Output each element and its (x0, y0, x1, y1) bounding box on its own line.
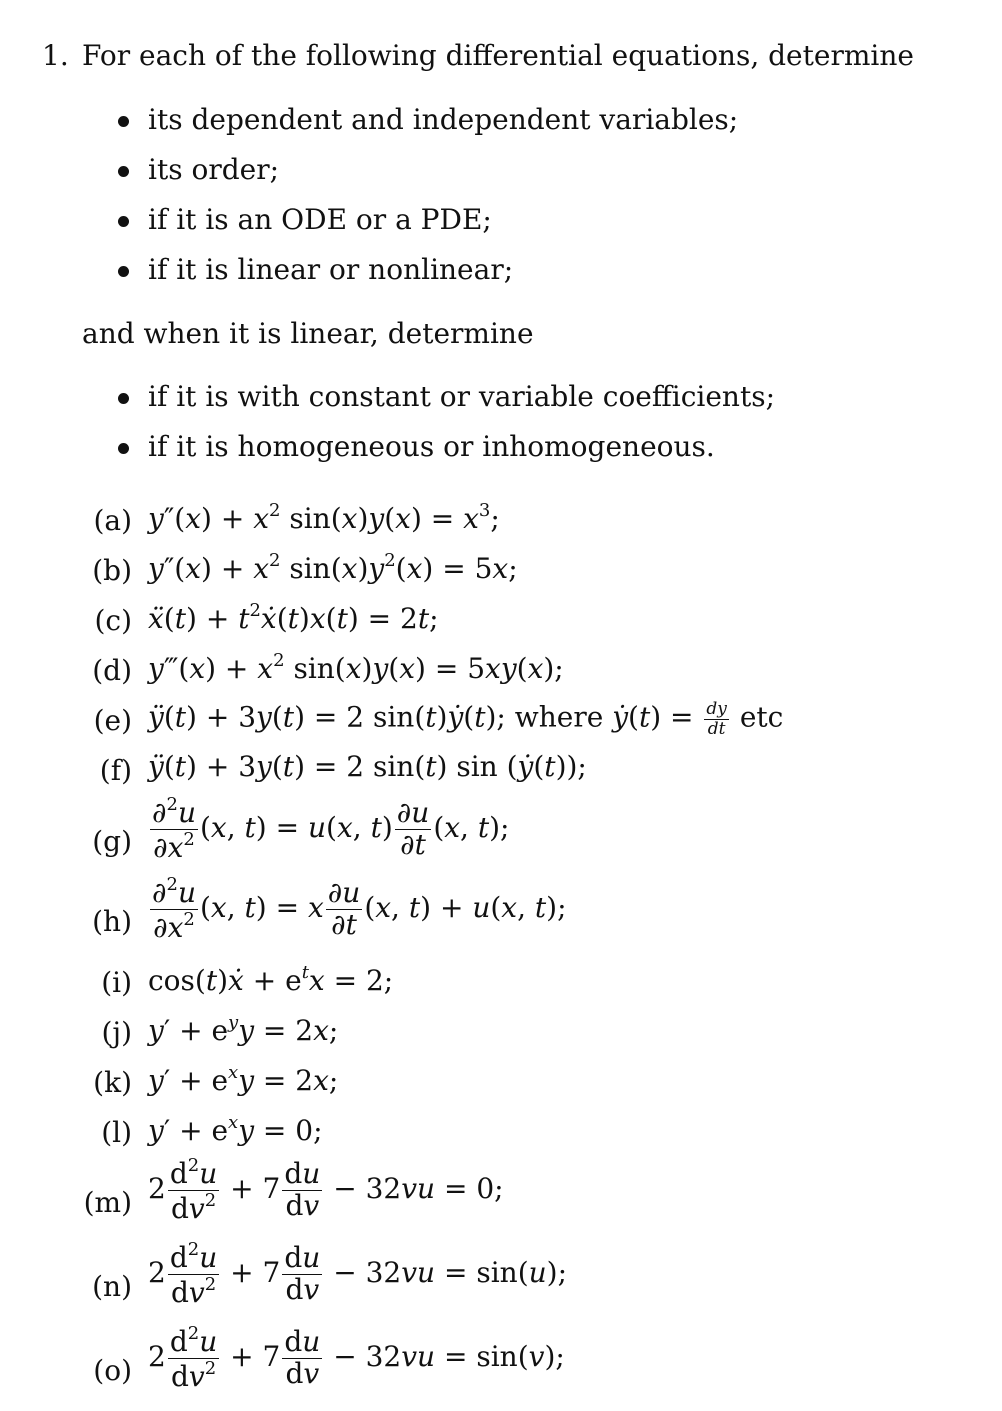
fraction: $\frac{du}{dv}$ (284, 1157, 321, 1222)
equation-f: ÿ(t) + 3y(t) = 2 sin(t) sin (ẏ(t)); (148, 750, 587, 783)
equation-a: $y''(x) + x^2$ $\sin(x)y(x) = x^3$; (148, 500, 500, 535)
fraction: $\frac{d^2u}{dv^2}$ (169, 1323, 218, 1393)
bullet-item: if it is homogeneous or inhomogeneous. (148, 430, 715, 463)
equation-label: (b) (92, 554, 132, 587)
bullet-dot (118, 443, 129, 454)
fraction: $\frac{dy}{dt}$ (706, 699, 727, 739)
equation-label: (e) (93, 704, 132, 737)
equation-label: (i) (101, 966, 132, 999)
equation-label: (h) (92, 905, 132, 938)
equation-h: $\frac{\partial^2u}{\partial x^2}$ (x, t) = x $\frac{\partial u}{\partial t}$ (x, t) + u(x, t); (152, 874, 567, 944)
equation-g: $\frac{\partial^2u}{\partial x^2}$ (x, t) = u(x, t) $\frac{\partial u}{\partial t}$ (x, t); (152, 794, 510, 864)
fraction: $\frac{\partial^2u}{\partial x^2}$ (152, 874, 196, 944)
equation-label: (f) (99, 754, 132, 787)
equation-k: $y' + e^xy = 2x$; (148, 1062, 339, 1097)
etc-text: etc (739, 700, 784, 734)
where-text: where (514, 700, 604, 734)
equation-e: ÿ(t) + 3y(t) = 2 sin(t)ẏ(t); where ẏ(t) = $\frac{dy}{dt}$ etc (148, 699, 784, 739)
connector-text: and when it is linear, determine (82, 317, 534, 350)
fraction: $\frac{\partial u}{\partial t}$ (396, 796, 430, 861)
equation-b: $y''(x) + x^2$ $\sin(x)y^2(x) = 5x$; (148, 550, 518, 585)
equation-l: $y' + e^xy = 0$; (148, 1112, 323, 1147)
equation-n: 2 $\frac{d^2u}{dv^2}$ + 7 $\frac{du}{dv}$ − 32vu = sin(u); (148, 1239, 568, 1309)
bullet-item: if it is linear or nonlinear; (148, 253, 514, 286)
bullet-dot (118, 166, 129, 177)
equation-label: (m) (83, 1186, 132, 1219)
equation-i: cos(t)ẋ + $e^tx = 2$; (148, 962, 394, 997)
problem-number: 1. (42, 39, 69, 72)
equation-o: 2 $\frac{d^2u}{dv^2}$ + 7 $\frac{du}{dv}$ − 32vu = sin(v); (148, 1323, 565, 1393)
bullet-item: its dependent and independent variables; (148, 103, 739, 136)
fraction: $\frac{du}{dv}$ (284, 1325, 321, 1390)
equation-label: (c) (94, 604, 132, 637)
equation-c: ẍ(t) + $t^2ẋ(t)x(t) = 2t$; (148, 600, 439, 635)
bullet-dot (118, 266, 129, 277)
equation-label: (g) (92, 825, 132, 858)
bullet-item: its order; (148, 153, 280, 186)
bullet-dot (118, 216, 129, 227)
fraction: $\frac{\partial^2u}{\partial x^2}$ (152, 794, 196, 864)
equation-label: (j) (101, 1016, 132, 1049)
fraction: $\frac{\partial u}{\partial t}$ (327, 876, 361, 941)
bullet-item: if it is with constant or variable coefficients; (148, 380, 776, 413)
equation-m: 2 $\frac{d^2u}{dv^2}$ + 7 $\frac{du}{dv}$ − 32vu = 0; (148, 1155, 504, 1225)
equation-j: $y' + e^yy = 2x$; (148, 1012, 339, 1047)
bullet-item: if it is an ODE or a PDE; (148, 203, 492, 236)
equation-d: y‴(x) + $x^2$ sin(x)y(x) = 5xy(x); (148, 650, 564, 685)
fraction: $\frac{d^2u}{dv^2}$ (169, 1239, 218, 1309)
equation-label: (n) (92, 1270, 132, 1303)
equation-label: (d) (92, 654, 132, 687)
equation-label: (a) (93, 504, 132, 537)
equation-label: (k) (93, 1066, 132, 1099)
bullet-dot (118, 116, 129, 127)
equation-label: (o) (93, 1354, 132, 1387)
equation-label: (l) (101, 1116, 132, 1149)
fraction: $\frac{du}{dv}$ (284, 1241, 321, 1306)
bullet-dot (118, 393, 129, 404)
problem-intro: For each of the following differential equations, determine (82, 39, 914, 72)
fraction: $\frac{d^2u}{dv^2}$ (169, 1155, 218, 1225)
